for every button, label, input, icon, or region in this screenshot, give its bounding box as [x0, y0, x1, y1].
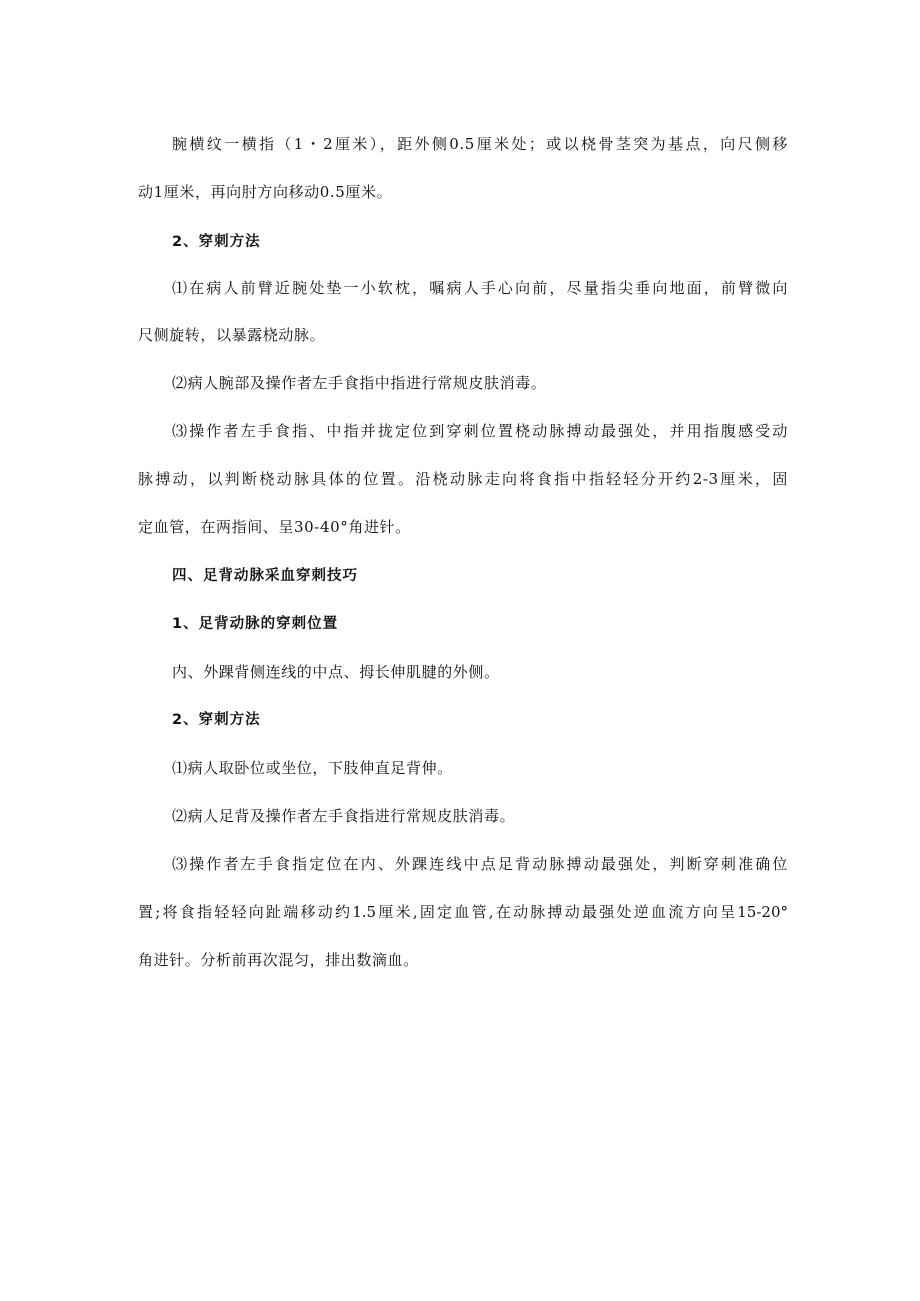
- body-text-line: ⑶操作者左手食指、中指并拢定位到穿刺位置桡动脉搏动最强处，并用指腹感受动: [172, 422, 788, 440]
- body-text-line: 内、外踝背侧连线的中点、拇长伸肌腱的外侧。: [172, 663, 500, 681]
- body-text-line: ⑶操作者左手食指定位在内、外踝连线中点足背动脉搏动最强处，判断穿刺准确位: [172, 855, 788, 873]
- body-text-line: ⑴在病人前臂近腕处垫一小软枕，嘱病人手心向前，尽量指尖垂向地面，前臂微向: [172, 279, 788, 297]
- body-text-line: 腕横纹一横指（1・2厘米），距外侧0.5厘米处；或以桡骨茎突为基点，向尺侧移: [172, 135, 788, 153]
- body-text-line: 定血管，在两指间、呈30-40°角进针。: [138, 518, 411, 536]
- section-heading: 四、足背动脉采血穿刺技巧: [172, 568, 358, 584]
- body-text-line: ⑵病人足背及操作者左手食指进行常规皮肤消毒。: [172, 807, 516, 825]
- subsection-heading: 2、穿刺方法: [172, 712, 261, 728]
- section-heading: 2、穿刺方法: [172, 234, 261, 250]
- body-text-line: ⑵病人腕部及操作者左手食指中指进行常规皮肤消毒。: [172, 374, 547, 392]
- body-text-line: 脉搏动，以判断桡动脉具体的位置。沿桡动脉走向将食指中指轻轻分开约2-3厘米，固: [138, 470, 788, 488]
- body-text-line: 动1厘米，再向肘方向移动0.5厘米。: [138, 183, 393, 201]
- body-text-line: 角进针。分析前再次混匀，排出数滴血。: [138, 951, 419, 969]
- body-text-line: 尺侧旋转，以暴露桡动脉。: [138, 326, 326, 344]
- subsection-heading: 1、足背动脉的穿刺位置: [172, 616, 339, 632]
- body-text-line: ⑴病人取卧位或坐位，下肢伸直足背伸。: [172, 759, 453, 777]
- body-text-line: 置;将食指轻轻向趾端移动约1.5厘米,固定血管,在动脉搏动最强处逆血流方向呈15-20°: [138, 903, 788, 921]
